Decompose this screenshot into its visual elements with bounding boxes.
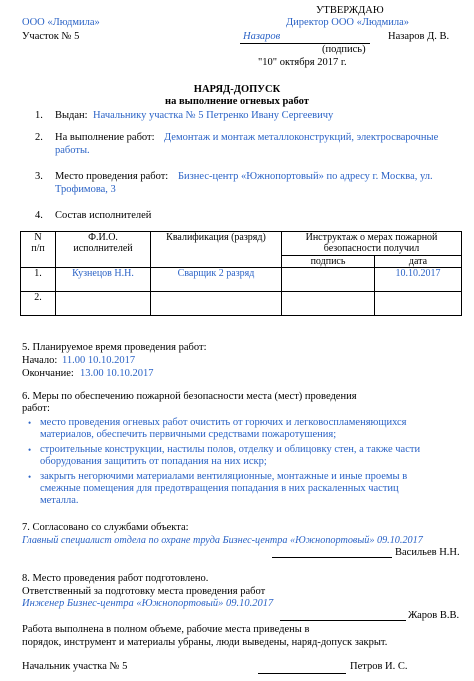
item-4-number: 4. — [35, 210, 43, 221]
site-number: Участок № 5 — [22, 31, 80, 42]
signature-caption: (подпись) — [322, 44, 366, 55]
document-subtitle: на выполнение огневых работ — [165, 96, 309, 107]
item-4-label: Состав исполнителей — [55, 210, 152, 221]
signature-line — [258, 673, 346, 674]
item-3-label: Место проведения работ: — [55, 171, 169, 182]
section-5-title: 5. Планируемое время проведения работ: — [22, 342, 207, 353]
approval-date: "10" октября 2017 г. — [258, 57, 347, 68]
header-date: дата — [375, 256, 462, 268]
completion-line1: Работа выполнена в полном объеме, рабочие места приведены в — [22, 624, 310, 635]
header-fio: Ф.И.О. исполнителей — [56, 232, 151, 268]
section-6-title-line2: работ: — [22, 403, 50, 414]
item-2-value-line2: работы. — [55, 145, 90, 156]
table-row — [21, 292, 462, 316]
item-3-number: 3. — [35, 171, 43, 182]
director-signature: Назаров — [243, 31, 281, 42]
header-number: N п/п — [21, 232, 56, 268]
row-fio — [56, 292, 151, 316]
item-1-number: 1. — [35, 110, 43, 121]
header-instruction: Инструктаж о мерах пожарной безопасности получил — [282, 232, 462, 256]
row-signature — [282, 292, 375, 316]
header-signature: подпись — [282, 256, 375, 268]
row-fio: Кузнецов Н.Н. — [56, 268, 151, 292]
measure-1-line2: материалов, обеспечить первичными средствами пожаротушения; — [40, 429, 337, 440]
start-value: 11.00 10.10.2017 — [62, 355, 136, 366]
footer-name: Петров И. С. — [350, 661, 408, 672]
item-3-value-line1: Бизнес-центр «Южнопортовый» по адресу г. Москва, ул. — [178, 171, 433, 182]
item-2-number: 2. — [35, 132, 43, 143]
bullet-icon: • — [28, 445, 32, 455]
bullet-icon: • — [28, 418, 32, 428]
executors-table — [20, 231, 462, 316]
document-title: НАРЯД-ДОПУСК — [193, 84, 281, 95]
measure-3-line1: закрыть негорючими материалами вентиляционные, монтажные и иные проемы в — [40, 471, 408, 482]
start-label: Начало: — [22, 355, 58, 366]
measure-1-line1: место проведения огневых работ очистить от горючих и легковоспламеняющихся — [40, 417, 407, 428]
item-3-value-line2: Трофимова, 3 — [55, 184, 116, 195]
header-qualification: Квалификация (разряд) — [151, 232, 282, 268]
director-name: Назаров Д. В. — [388, 31, 450, 42]
item-2-value-line1: Демонтаж и монтаж металлоконструкций, электросварочные — [164, 132, 439, 143]
end-value: 13.00 10.10.2017 — [80, 368, 154, 379]
section-7-name: Васильев Н.Н. — [395, 547, 460, 558]
row-qualification: Сварщик 2 разряд — [151, 268, 282, 292]
signature-line — [272, 557, 392, 558]
measure-3-line2: смежные помещения для предотвращения попадания в них раскаленных частиц — [40, 483, 399, 494]
section-6-title-line1: 6. Меры по обеспечению пожарной безопасности места (мест) проведения — [22, 391, 357, 402]
organization-name: ООО «Людмила» — [22, 17, 100, 28]
section-8-value: Инженер Бизнес-центра «Южнопортовый» 09.10.2017 — [22, 598, 274, 609]
row-number: 1. — [21, 268, 56, 292]
signature-line — [280, 620, 406, 621]
director-title: Директор ООО «Людмила» — [286, 17, 410, 28]
section-8-responsible: Ответственный за подготовку места проведения работ — [22, 586, 266, 597]
measure-2-line2: оборудования защитить от попадания на них искр; — [40, 456, 267, 467]
row-date: 10.10.2017 — [375, 268, 462, 292]
item-2-label: На выполнение работ: — [55, 132, 155, 143]
end-label: Окончание: — [22, 368, 74, 379]
measure-3-line3: металла. — [40, 495, 79, 506]
row-number: 2. — [21, 292, 56, 316]
section-8-title: 8. Место проведения работ подготовлено. — [22, 573, 209, 584]
completion-line2: порядок, инструмент и материалы убраны, люди выведены, наряд-допуск закрыт. — [22, 637, 388, 648]
measure-2-line1: строительные конструкции, настилы полов, отделку и облицовку стен, а также части — [40, 444, 421, 455]
row-date — [375, 292, 462, 316]
section-7-title: 7. Согласовано со службами объекта: — [22, 522, 189, 533]
item-1-value: Начальнику участка № 5 Петренко Ивану Сергеевичу — [93, 110, 334, 121]
section-8-name: Жаров В.В. — [408, 610, 460, 621]
table-row — [21, 268, 462, 292]
section-7-value: Главный специалист отдела по охране труда Бизнес-центра «Южнопортовый» 09.10.2017 — [22, 535, 423, 546]
footer-position: Начальник участка № 5 — [22, 661, 128, 672]
approve-label: УТВЕРЖДАЮ — [316, 5, 384, 16]
item-1-label: Выдан: — [55, 110, 88, 121]
bullet-icon: • — [28, 472, 32, 482]
row-signature — [282, 268, 375, 292]
row-qualification — [151, 292, 282, 316]
